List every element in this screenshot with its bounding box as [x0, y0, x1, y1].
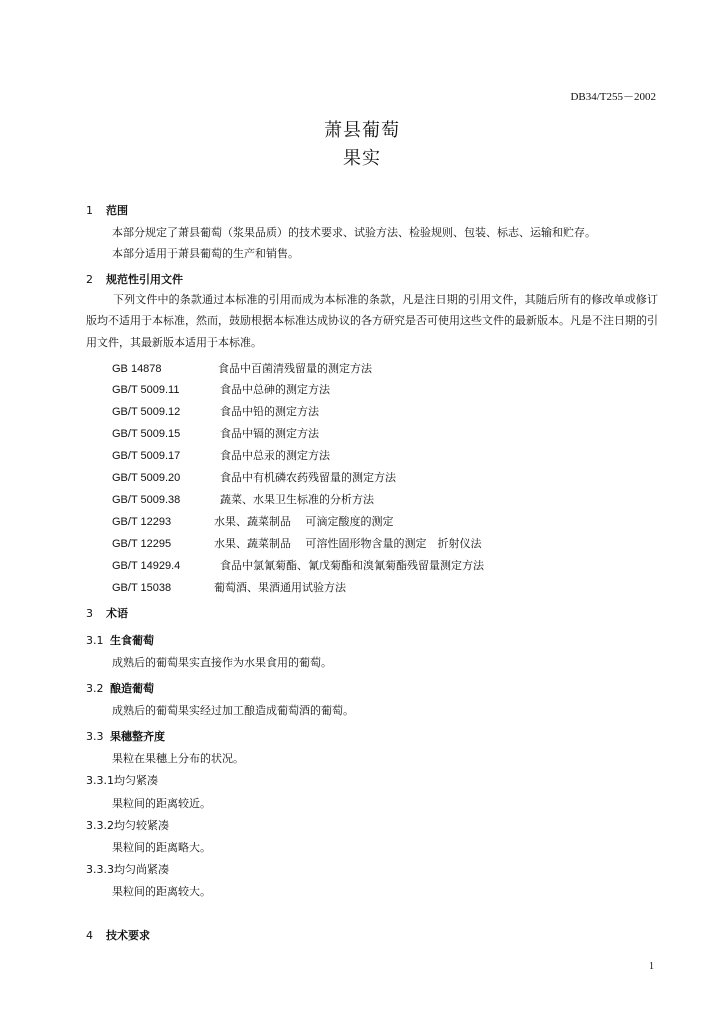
reference-code: GB/T 12295	[112, 538, 172, 550]
term-title: 酿造葡萄	[110, 682, 154, 695]
term-title: 均匀较紧凑	[114, 819, 169, 832]
term-3-1-definition: 成熟后的葡萄果实直接作为水果食用的葡萄。	[112, 656, 332, 669]
reference-title: 蔬菜、水果卫生标准的分析方法	[220, 493, 374, 506]
reference-code: GB/T 5009.17	[112, 450, 181, 462]
term-title: 生食葡萄	[110, 634, 154, 647]
term-3-3-definition: 果粒在果穗上分布的状况。	[112, 752, 244, 765]
document-title: 萧县葡萄	[324, 120, 400, 141]
reference-item	[112, 381, 330, 397]
term-3-3-3-definition: 果粒间的距离较大。	[112, 885, 211, 898]
reference-title: 葡萄酒、果酒通用试验方法	[214, 581, 346, 594]
section-title: 规范性引用文件	[106, 273, 183, 286]
reference-item	[112, 469, 396, 485]
term-title: 均匀紧凑	[114, 774, 158, 787]
reference-code: GB/T 5009.20	[112, 472, 181, 484]
term-3-3-1-definition: 果粒间的距离较近。	[112, 797, 211, 810]
term-3-2-heading	[86, 680, 154, 696]
reference-title: 水果、蔬菜制品 可滴定酸度的测定	[214, 515, 394, 528]
term-3-3-3-heading	[86, 861, 169, 877]
term-number: 3.3	[86, 730, 104, 743]
term-3-3-2-heading	[86, 817, 169, 833]
section-4-heading	[86, 927, 150, 943]
reference-title: 食品中铅的测定方法	[220, 405, 319, 418]
section-title: 术语	[106, 607, 128, 620]
term-3-3-2-definition: 果粒间的距离略大。	[112, 841, 211, 854]
term-3-2-definition: 成熟后的葡萄果实经过加工酿造成葡萄酒的葡萄。	[112, 704, 354, 717]
document-subtitle: 果实	[343, 148, 381, 169]
section-title: 范围	[106, 204, 128, 217]
section-1-paragraph-1: 本部分规定了萧县葡萄（浆果品质）的技术要求、试验方法、检验规则、包装、标志、运输和贮存。	[112, 226, 596, 239]
section-number: 1	[86, 204, 93, 217]
term-number: 3.2	[86, 682, 104, 695]
term-number: 3.1	[86, 634, 104, 647]
reference-code: GB/T 5009.15	[112, 428, 181, 440]
reference-item	[112, 425, 319, 441]
section-1-paragraph-2: 本部分适用于萧县葡萄的生产和销售。	[112, 247, 299, 260]
term-number: 3.3.3	[86, 863, 114, 876]
reference-title: 食品中有机磷农药残留量的测定方法	[220, 471, 396, 484]
reference-title: 食品中百菌清残留量的测定方法	[218, 362, 372, 375]
reference-item	[112, 535, 482, 551]
term-title: 均匀尚紧凑	[114, 863, 169, 876]
section-title: 技术要求	[106, 929, 150, 942]
term-3-3-1-heading	[86, 772, 158, 788]
reference-code: GB/T 5009.38	[112, 494, 181, 506]
section-number: 2	[86, 273, 93, 286]
reference-code: GB/T 5009.12	[112, 406, 181, 418]
reference-item	[112, 360, 372, 376]
reference-title: 食品中总汞的测定方法	[220, 449, 330, 462]
section-2-heading	[86, 271, 183, 287]
reference-item	[112, 579, 346, 595]
section-2-intro: 下列文件中的条款通过本标准的引用而成为本标准的条款，凡是注日期的引用文件，其随后所有的修改单或修订版均不适用于本标准，然而，鼓励根据本标准达成协议的各方研究是否可使用这些文件的最新版本。凡是不注日期的引用文件，其最新版本适用于本标准。	[86, 293, 658, 349]
reference-title: 食品中氯氰菊酯、氰戊菊酯和溴氰菊酯残留量测定方法	[220, 559, 484, 572]
section-number: 3	[86, 607, 93, 620]
reference-item	[112, 557, 484, 573]
reference-title: 食品中镉的测定方法	[220, 427, 319, 440]
term-3-1-heading	[86, 632, 154, 648]
reference-code: GB/T 14929.4	[112, 560, 181, 572]
term-3-3-heading	[86, 728, 165, 744]
reference-code: GB/T 5009.11	[112, 384, 180, 396]
reference-title: 食品中总砷的测定方法	[220, 383, 330, 396]
term-title: 果穗整齐度	[110, 730, 165, 743]
section-number: 4	[86, 929, 93, 942]
term-number: 3.3.2	[86, 819, 114, 832]
reference-item	[112, 447, 330, 463]
term-number: 3.3.1	[86, 774, 114, 787]
standard-code: DB34/T255－2002	[570, 91, 656, 103]
reference-code: GB/T 12293	[112, 516, 172, 528]
reference-item	[112, 491, 374, 507]
section-1-heading	[86, 202, 128, 218]
reference-item	[112, 403, 319, 419]
reference-title: 水果、蔬菜制品 可溶性固形物含量的测定 折射仪法	[214, 537, 482, 550]
page-number: 1	[649, 961, 654, 972]
reference-code: GB 14878	[112, 363, 162, 375]
section-3-heading	[86, 605, 128, 621]
reference-item	[112, 513, 394, 529]
reference-code: GB/T 15038	[112, 582, 172, 594]
